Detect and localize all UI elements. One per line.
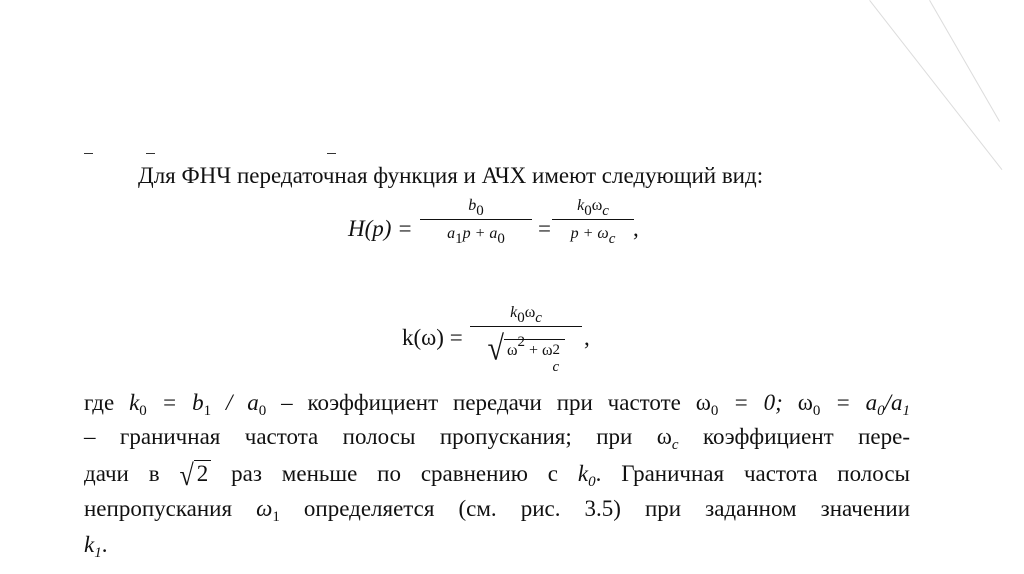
sqrt-sign-icon: √: [179, 458, 194, 493]
a1-subscript: 1: [902, 403, 911, 419]
h-comma: ,: [633, 216, 639, 241]
equals-b-text: = b: [146, 390, 204, 415]
omega-symbol: ω: [524, 304, 536, 321]
omega-square: 2: [517, 334, 525, 350]
k-subscript: 0: [588, 474, 596, 490]
a0-subscript: 0: [497, 231, 505, 247]
stray-dash-2: [146, 153, 155, 154]
intro-text: Для ФНЧ передаточная функция и АЧХ имеют следующий вид:: [138, 163, 764, 188]
equals-a-text: = a: [820, 390, 878, 415]
k-denominator: [470, 327, 582, 375]
omega-subscript: 0: [710, 403, 719, 419]
k-subscript: 0: [584, 203, 592, 219]
omega1-symbol: [256, 496, 280, 525]
sqrt-sign-icon: √: [487, 329, 504, 368]
k-numerator: [470, 304, 582, 327]
k0-definition: [129, 390, 267, 419]
h-equals: =: [538, 216, 551, 241]
h-fraction-2: [552, 197, 634, 247]
omega-subscript: c: [671, 437, 679, 453]
h-frac2-numerator: [552, 197, 634, 220]
omega-subscript: c: [602, 203, 609, 219]
stray-dash-3: [327, 153, 336, 154]
equals-zero-text: = 0;: [718, 390, 783, 415]
k-subscript: 1: [94, 545, 102, 561]
omega-subscript: 1: [272, 509, 280, 525]
k-subscript: 0: [139, 403, 147, 419]
paragraph-line-2: [84, 424, 911, 453]
corner-line-1: [869, 0, 1002, 170]
paragraph-line-4: [84, 496, 910, 525]
coefficient-hyphen-text: коэффициент пере-: [703, 424, 911, 449]
determined-text: определяется (см. рис. 3.5) при заданном значении: [303, 496, 910, 521]
b-subscript: 0: [476, 203, 484, 219]
omega0-condition: [695, 390, 783, 419]
h-frac1-numerator: [420, 197, 532, 220]
sqrt-two: [179, 460, 211, 491]
k-symbol: k: [129, 390, 140, 415]
p-plus-a-text: p + a: [462, 225, 498, 242]
k-symbol: k: [577, 461, 589, 486]
omega-c-symbol: [656, 424, 679, 453]
slash-a-text: /a: [884, 390, 903, 415]
sqrt-expression: [487, 329, 564, 375]
p-plus-omega-text: p + ω: [570, 225, 609, 242]
times-less-text: раз меньше по сравнению с: [231, 461, 559, 486]
sqrt-body: $\omega^2 + \omega$ 2 c: [504, 339, 565, 360]
b-symbol: b: [468, 197, 477, 214]
slash-a-text: / a: [211, 390, 259, 415]
omega-c-subscript: c: [608, 231, 616, 247]
transfer-in-text: дачи в: [84, 461, 160, 486]
h-fraction-1: [420, 197, 532, 247]
k0-symbol: [577, 461, 911, 490]
plus-omega-text: + ω: [524, 342, 553, 359]
k-lhs: k(ω) =: [402, 325, 463, 350]
omega-symbol: ω: [797, 390, 813, 415]
h-lhs: [348, 216, 413, 242]
omega-subscript: 0: [812, 403, 821, 419]
omega0-definition: [797, 390, 911, 419]
final-dot: .: [101, 532, 108, 557]
omega-symbol: ω: [695, 390, 711, 415]
b-subscript: 1: [203, 403, 212, 419]
stray-dash-1: [84, 153, 93, 154]
k-symbol: k: [577, 197, 585, 214]
where-word: где: [84, 390, 115, 415]
k-subscript: 0: [517, 310, 525, 326]
boundary-frequency-text: . Граничная частота полосы: [595, 461, 911, 486]
h-frac2-denominator: [552, 220, 634, 247]
omega-symbol: ω: [256, 496, 273, 521]
sqrt-value: 2: [194, 460, 212, 487]
omega-symbol: ω: [506, 342, 518, 359]
omega-symbol: ω: [656, 424, 672, 449]
paragraph-line-3: [84, 460, 910, 491]
paragraph-line-5: [84, 532, 910, 561]
corner-line-2: [929, 0, 1000, 122]
passband-text: – граничная частота полосы пропускания; при: [84, 424, 633, 449]
k-symbol: k: [84, 532, 95, 557]
omega-subscript: c: [535, 310, 542, 326]
coefficient-text: – коэффициент передачи при частоте: [281, 390, 681, 415]
k-fraction: [470, 304, 582, 375]
a-subscript: 1: [455, 231, 463, 247]
omega-symbol: ω: [591, 197, 603, 214]
a-subscript: 0: [258, 403, 267, 419]
a0-subscript: 0: [877, 403, 885, 419]
paragraph-line-1: [84, 390, 911, 419]
k-symbol: k: [510, 304, 518, 321]
h-lhs-text: H(p) =: [348, 216, 413, 241]
stopband-text: непропускания: [84, 496, 233, 521]
k-comma: ,: [584, 325, 590, 350]
a-symbol: a: [447, 225, 456, 242]
h-frac1-denominator: [420, 220, 532, 247]
